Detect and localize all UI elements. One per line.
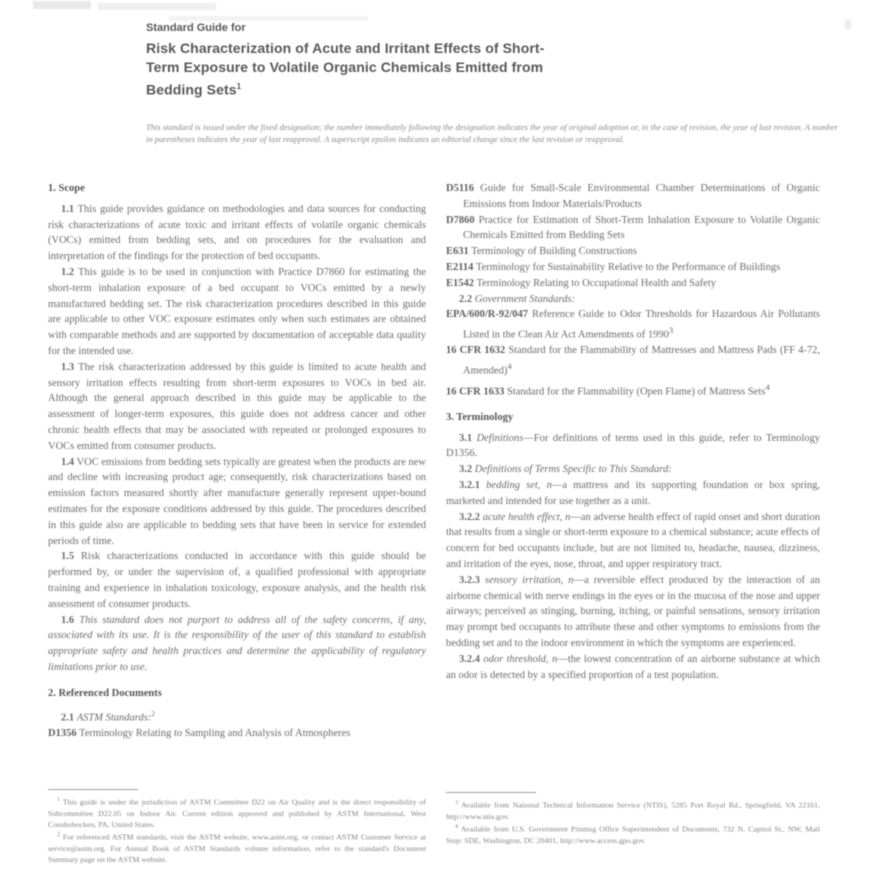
- scan-artifact-header-band: [168, 16, 368, 21]
- terminology-paragraph: 3.2.4 odor threshold, n—the lowest concentration of an airborne substance at which an odor is detected by a specified proportion of a test population.: [446, 653, 820, 681]
- footnote: $^3$ Available from National Technical Information Service (NTIS), 5285 Port Royal Rd., Springfield, VA 22161, http://www.ntis.gov.: [446, 800, 820, 821]
- body-paragraph: 1.2 This guide is to be used in conjunction with Practice D7860 for estimating the short-term inhalation exposure of a bed occupant to VOCs emitted by a newly manufactured bedding set. The risk characterization procedures described in this guide are applicable to other VOC exposure estimates only when such estimates are obtained with comparable methods and are supported by documentation of acceptable data quality for the intended use.: [48, 266, 426, 357]
- terminology-paragraph: 3.2.1 bedding set, n—a mattress and its supporting foundation or box spring, marketed and intended for use together as a unit.: [446, 480, 821, 507]
- reference-entry: E631 Terminology of Building Constructions: [446, 246, 638, 258]
- title-block: [146, 22, 746, 100]
- page-title: Risk Characterization of Acute and Irritant Effects of Short- Term Exposure to Volatile Organic Chemicals Emitted from Bedding Sets$^1$: [146, 40, 545, 98]
- footnote: $^1$ This guide is under the jurisdiction of ASTM Committee D22 on Air Quality and is the direct responsibility of Subcommittee D22.05 on Indoor Air. Current edition approved and published by ASTM International, West Conshohocken, PA, United States.: [48, 797, 426, 829]
- terminology-paragraph: 3.1 Definitions—For definitions of terms used in this guide, refer to Terminology D1356.: [446, 432, 820, 460]
- scan-artifact-right-edge: [845, 20, 851, 29]
- body-paragraph: 1.4 VOC emissions from bedding sets typically are greatest when the products are new and decline with increasing product age; consequently, risk characterizations based on emission factors measured shortly after manufacture generally represent upper-bound estimates for the exposure conditions addressed by this guide. The procedures described in this guide also are applicable to bedding sets that have been in service for extended periods of time.: [48, 456, 426, 547]
- body-paragraph: 1.6 This standard does not purport to address all of the safety concerns, if any, associated with its use. It is the responsibility of the user of this standard to establish appropriate safety and health practices and determine the applicability of regulatory limitations prior to use.: [48, 614, 426, 673]
- footnote-rule-left: [48, 789, 138, 790]
- body-paragraph: 1.5 Risk characterizations conducted in accordance with this guide should be performed by, or under the supervision of, a qualified professional with appropriate training and experience in inhalation toxicology, exposure analysis, and the health risk assessment of consumer products.: [48, 551, 426, 610]
- astm-standards-label: 2.1 ASTM Standards:$^2$: [61, 709, 155, 723]
- reference-entry: EPA/600/R-92/047 Reference Guide to Odor Thresholds for Hazardous Air Pollutants Listed in the Clean Air Act Amendments of 1990$^3$: [446, 309, 820, 341]
- government-standards-label: 2.2 Government Standards:: [459, 293, 575, 305]
- section-heading-referenced-documents: 2. Referenced Documents: [48, 687, 162, 699]
- scan-artifact-header-left: [33, 1, 91, 9]
- reference-entry: E2114 Terminology for Sustainability Relative to the Performance of Buildings: [446, 261, 781, 273]
- reference-entry: 16 CFR 1633 Standard for the Flammability (Open Flame) of Mattress Sets$^4$: [446, 381, 770, 398]
- scan-artifact-header-mid: [98, 3, 216, 10]
- footnote: $^2$ For referenced ASTM standards, visit the ASTM website, www.astm.org, or contact ASTM Customer Service at service@astm.org. For Annual Book of ASTM Standards volume information, refer to the standard's Document Summary page on the ASTM website.: [48, 832, 426, 865]
- column-right: [446, 181, 820, 683]
- section-heading-scope: 1. Scope: [48, 183, 85, 194]
- body-paragraph: 1.1 This guide provides guidance on methodologies and data sources for conducting risk characterizations of acute toxic and irritant effects of volatile organic chemicals (VOCs) emitted from bedding sets, and on procedures for the evaluation and interpretation of the findings for the protection of bed occupants.: [48, 203, 426, 263]
- footnotes-left: [48, 789, 426, 870]
- column-left: [48, 181, 426, 742]
- reference-entry: D1356 Terminology Relating to Sampling and Analysis of Atmospheres: [48, 727, 351, 739]
- footnote: $^4$ Available from U.S. Government Printing Office Superintendent of Documents, 732 N. Capitol St., NW, Mail Stop: SDE, Washington, DC 20401, http://www.access.gpo.gov.: [446, 824, 820, 845]
- issuance-note: This standard is issued under the fixed designation; the number immediately following the designation indicates the year of original adoption or, in the case of revision, the year of last revision. A number in parentheses indicates the year of last reapproval. A superscript epsilon indicates an editorial change since the last revision or reapproval.: [146, 122, 838, 144]
- terminology-paragraph: 3.2 Definitions of Terms Specific to This Standard:: [459, 464, 672, 476]
- terminology-paragraph: 3.2.2 acute health effect, n—an adverse health effect of rapid onset and short duration that results from a single or short-term exposure to a chemical substance; acute effects of concern for bed occupants include, but are not limited to, headache, nausea, dizziness, and irritation of the eyes, nose, throat, and upper respiratory tract.: [446, 511, 820, 571]
- reference-entry: 16 CFR 1632 Standard for the Flammability of Mattresses and Mattress Pads (FF 4-72, Amended)$^4$: [446, 345, 820, 377]
- title-kicker: Standard Guide for: [146, 22, 246, 34]
- section-heading-terminology: 3. Terminology: [446, 411, 514, 423]
- footnote-rule-right: [446, 792, 536, 793]
- reference-entry: D5116 Guide for Small-Scale Environmental Chamber Determinations of Organic Emissions from Indoor Materials/Products: [446, 183, 820, 210]
- reference-entry: D7860 Practice for Estimation of Short-Term Inhalation Exposure to Volatile Organic Chemicals Emitted from Bedding Sets: [446, 214, 820, 242]
- terminology-paragraph: 3.2.3 sensory irritation, n—a reversible effect produced by the interaction of an airborne chemical with nerve endings in the eyes or in the mucosa of the nose and upper airways; perceived as stinging, burning, itching, or painful sensations, sensory irritation may prompt bed occupants to attribute these and other symptoms to emissions from the bedding set and to the indoor environment in which the symptoms are experienced.: [446, 574, 820, 650]
- reference-entry: E1542 Terminology Relating to Occupational Health and Safety: [446, 277, 716, 289]
- body-paragraph: 1.3 The risk characterization addressed by this guide is limited to acute health and sensory irritation effects resulting from short-term exposures to VOCs in bed air. Although the general approach described in this guide may be applicable to the assessment of longer-term exposures, this guide does not address cancer and other chronic health effects that may be associated with repeated or prolonged exposures to VOCs emitted from consumer products.: [48, 361, 426, 452]
- footnotes-right: [446, 792, 820, 870]
